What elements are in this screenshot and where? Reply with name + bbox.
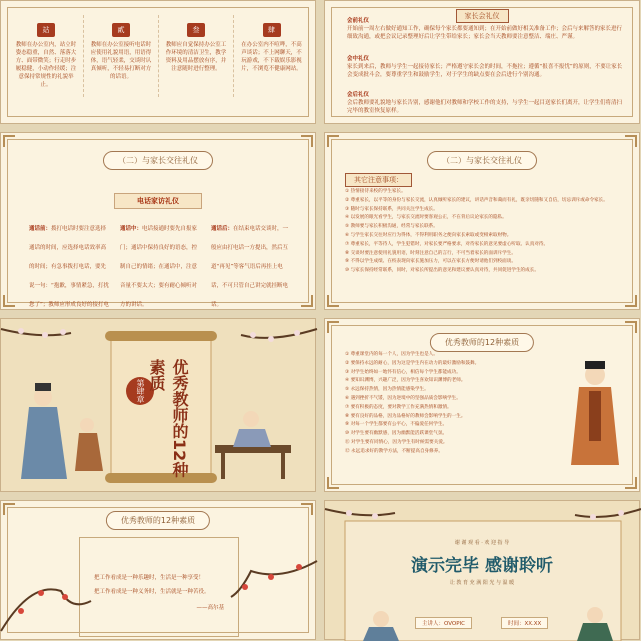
slide-5[interactable] (0, 318, 316, 492)
corner-ornament (327, 135, 339, 147)
section-text-1: 开始前一周左右做好通知工作，确保每个家长都要通知到；在开始前做好相关准备工作；会后与来解答的家长进行细致沟通，或把会议记录整理好后让学生带给家长；家长会当天教师要注意整洁、端庄、严谨。 (347, 26, 623, 40)
meeting-sections (347, 17, 623, 115)
list-item: ③ 对学生始终如一地怀有信心，相信每个学生都能成功。 (345, 369, 461, 375)
list-item: ⑥ 与学生家长交往时应行为得体，不得利用职务之便向家长索取或变相索取财物。 (345, 232, 512, 238)
column-4 (234, 15, 309, 97)
seal-tag-1: 站 (37, 23, 55, 37)
corner-ornament (3, 135, 15, 147)
parent-meeting-banner: 家长会礼仪 (456, 9, 509, 23)
slide-1[interactable] (0, 0, 316, 124)
chapter-heading: 优秀教师的12种素质 (147, 359, 189, 478)
list-item: ③ 随时与家长保持联系，共同关注学生成长。 (345, 206, 438, 212)
closing-bottom-line: 让 教 育 充 满 阳 光 与 温 暖 (449, 580, 515, 586)
teacher-illustration (1, 319, 317, 493)
list-item: ⑨ 对每一个学生都要有公平心，不偏爱任何学生。 (345, 422, 448, 428)
section-text-3: 会后教师要礼貌地与家长告别，感谢他们对教师和学校工作的支持，与学生一起目送家长们离开，让学生们将清扫完毕的教室恢复原样。 (347, 100, 623, 114)
list-item: ⑪ 对学生要有同情心，因为学生有时候需要关爱。 (345, 439, 448, 445)
column-1 (9, 15, 84, 97)
scholar-figure-icon (21, 383, 103, 479)
quote-author: ——高尔基 (196, 605, 224, 611)
slide-8[interactable] (324, 500, 640, 640)
phone-col-text-2: 电话接通时要先自报家门；通话中保持良好的语态，控制自己的情绪；在通话中，注意音量不要太大；要有耐心倾听对方的讲话。 (120, 226, 198, 308)
corner-ornament (301, 295, 313, 307)
corner-ornament (625, 477, 637, 489)
section-heading-2: 会中礼仪 (347, 56, 370, 62)
column-text-2: 教师在办公室接听电话时应使用礼貌用语，用语得体，语气轻柔，交谈时认真倾听，不轻易打断对方的话语。 (90, 42, 152, 80)
slide-6[interactable] (324, 318, 640, 492)
slide-4[interactable] (324, 132, 640, 310)
list-item: ① 热情接待来校的学生家长。 (345, 189, 406, 194)
phone-col-2 (120, 215, 200, 310)
list-item: ⑨ 不得以学生成绩、在校表现向家长施加压力，可以在家长方便时请他们到校面谈。 (345, 259, 516, 265)
corner-ornament (3, 503, 15, 515)
quote-line-2: 把工作看成是一种义务时，生活就是一种苦役。 (94, 589, 210, 595)
corner-ornament (327, 477, 339, 489)
presenter-label: 主讲人：OVOPIC (415, 617, 472, 629)
closing-top-line: 谢 谢 观 看 · 欢 迎 指 导 (454, 540, 510, 546)
column-2 (84, 15, 159, 97)
corner-ornament (625, 321, 637, 333)
list-item: ⑤ 教师要与家长积极沟通，经常与家长联系。 (345, 224, 438, 230)
list-item: ⑩ 与家长保持经常联系，同时，对家长所提出的意见和建议要认真对待，共同促进学生的成长。 (345, 268, 539, 274)
section-text-2: 家长到来后，教师与学生一起接待家长；严格遵守家长会的时间，不拖拉；遵循“报喜不报忧”的原则，不要让家长会变成批斗会，要尊重学生和鼓励学生，对于学生的缺点要在会后进行个别沟通。 (347, 64, 623, 78)
closing-headline-a: 演示完毕 (411, 556, 480, 576)
list-item: ⑦ 尊重家长，平等待人，学生犯错时，对家长要严格要求，对待家长的意见要虚心听取、认真对待。 (345, 241, 549, 247)
list-item: ⑫ 永远追求好的教学方法，不断提高自身修养。 (345, 448, 443, 454)
corner-ornament (327, 295, 339, 307)
reading-child-icon (215, 411, 291, 479)
column-text-4: 在办公室内不喧哗，不高声谈话；不上网聊天，不玩游戏，不下载娱乐影视片，不浏览不健康网站。 (241, 42, 302, 72)
list-item: ⑧ 要有良好的品格，因为品格好的教师会影响学生的一生。 (345, 413, 466, 419)
slide-3[interactable] (0, 132, 316, 310)
closing-headline-b: 感谢聆听 (484, 556, 553, 576)
corner-ornament (301, 503, 313, 515)
notes-subtitle: 其它注意事项： (345, 173, 412, 187)
list-item: ① 尊重课堂内的每一个人，因为学生也是人。 (345, 352, 438, 357)
column-3 (159, 15, 234, 97)
plum-branch-icon (325, 509, 641, 520)
notes-list (345, 188, 621, 276)
ancient-scholar-icon (565, 361, 625, 471)
section-heading-3: 会后礼仪 (347, 92, 370, 98)
slide-title: （二）与家长交往礼仪 (427, 151, 537, 170)
phone-col-3 (211, 215, 291, 310)
chapter-seal: 第肆章 (126, 377, 154, 405)
slide-7[interactable] (0, 500, 316, 640)
seal-tag-3: 叁 (187, 23, 205, 37)
list-item: ④ 以发展的眼光看学生，与家长交流时要客观公正，不在背后议论家长的隐私。 (345, 215, 507, 221)
phone-visit-banner: 电话家访礼仪 (114, 193, 202, 209)
slide-title: 优秀教师的12种素质 (430, 333, 534, 352)
four-column-panel (9, 9, 309, 117)
phone-col-head-3: 通话后： (211, 226, 234, 232)
seal-tag-2: 貳 (112, 23, 130, 37)
section-heading-1: 会前礼仪 (347, 18, 370, 24)
qualities-list (345, 351, 565, 457)
list-item: ⑥ 遇到挫折不气馁，因为逆境中的坚强品质会影响学生。 (345, 395, 461, 401)
column-text-3: 教师应自觉保持办公室工作环境的清洁卫生，教学资料及用品摆放有序，并注意随时进行整理。 (165, 42, 227, 72)
slide-title: 优秀教师的12种素质 (106, 511, 210, 530)
slide-title: （二）与家长交往礼仪 (103, 151, 213, 170)
phone-col-text-3: 在结束电话交谈时，一般应由打电话一方提出，然后互道“再见”等客气语后再挂上电话，不可只管自己讲完就挂断电话。 (211, 226, 289, 308)
list-item: ④ 要知识渊博，兴趣广泛，因为学生喜欢知识渊博的老师。 (345, 378, 466, 384)
list-item: ⑧ 交谈时要注意使用礼貌用语，时刻注意自己的言行，不可当着家长的面训斥学生。 (345, 250, 516, 256)
quote-box (79, 537, 239, 637)
quote-line-1: 把工作看成是一种乐趣时，生活是一种享受！ (94, 575, 205, 581)
phone-col-head-2: 通话中： (120, 226, 143, 232)
corner-ornament (3, 295, 15, 307)
column-text-1: 教师在办公室内，站立时姿态稳重，自然、落落大方、面带微笑；行走时步履稳健，小动作轻缓；注意保持常规性的礼貌举止。 (15, 42, 77, 88)
corner-ornament (625, 295, 637, 307)
phone-col-text-1: 拨打电话时要注意选择通话的时间，应选择电话效率高的时间；有急事拨打电话，要先说一句：“抱歉，事情紧急，打扰您了”；教师应形成良好的接打电 (29, 226, 109, 308)
list-item: ② 尊重家长，以平等的身份与家长交流，认真倾听家长的建议，讲话声音和蔼而有礼，既亲切随和又自信，切忌训斥或命令家长。 (345, 197, 608, 203)
corner-ornament (301, 135, 313, 147)
list-item: ⑩ 对学生要有幽默感，因为幽默能活跃课堂气氛。 (345, 431, 448, 437)
list-item: ⑤ 永远保持热情，因为热情能感染学生。 (345, 387, 429, 393)
closing-headline (325, 551, 639, 576)
corner-ornament (327, 321, 339, 333)
seal-tag-4: 肆 (263, 23, 281, 37)
list-item: ⑦ 要有积极的态度，要对教学工作充满热情和激情。 (345, 404, 452, 410)
corner-ornament (625, 135, 637, 147)
phone-col-head-1: 通话前： (29, 226, 52, 232)
slide-2[interactable] (324, 0, 640, 124)
list-item: ② 要保持永远的耐心，因为这是学生内在动力的最好激励和鼓舞。 (345, 360, 480, 366)
time-label: 时间：XX.XX (501, 617, 548, 629)
